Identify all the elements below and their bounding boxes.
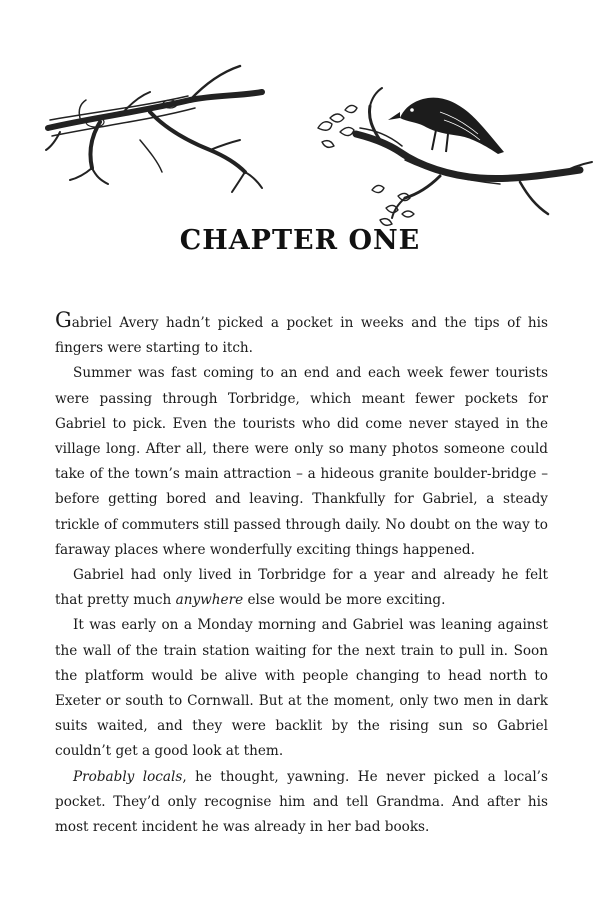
chapter-title: CHAPTER ONE	[179, 225, 421, 256]
chapter-body	[55, 310, 548, 840]
paragraph-2: Summer was fast coming to an end and each week fewer tourists were passing through Torbridge, which meant fewer pockets for Gabriel to pick. Even the tourists who did come never stayed in the village long. After all, there were only so many photos someone could take of the town’s main attraction – a hideous granite boulder-bridge – before getting bored and leaving. Thankfully for Gabriel, a steady trickle of commuters still passed through daily. No doubt on the way to faraway places where wonderfully exciting things happened.	[55, 365, 548, 558]
paragraph-5-emphasis: Probably locals	[73, 768, 183, 785]
paragraph-1-text: abriel Avery hadn’t picked a pocket in weeks and the tips of his fingers were starting to itch.	[55, 315, 548, 357]
drop-cap: G	[55, 308, 72, 332]
paragraph-5-text: , he thought, yawning. He never picked a local’s pocket. They’d only recognise him and tell Grandma. And after his most recent incident he was already in her bad books.	[55, 768, 548, 836]
chapter-header-illustration	[0, 0, 600, 235]
crow-illustration	[388, 98, 504, 154]
paragraph-3-emphasis: anywhere	[175, 592, 244, 609]
paragraph-4: It was early on a Monday morning and Gabriel was leaning against the wall of the train station waiting for the next train to pull in. Soon the platform would be alive with people changing to head north to Exeter or south to Cornwall. But at the moment, only two men in dark suits waited, and they were backlit by the rising sun so Gabriel couldn’t get a good look at them.	[55, 617, 548, 760]
paragraph-1	[55, 310, 548, 361]
paragraph-3-text-end: else would be more exciting.	[243, 592, 446, 609]
left-branch-illustration	[46, 66, 262, 192]
paragraph-3	[55, 563, 548, 613]
paragraph-3-text-start: Gabriel had only lived in Torbridge for a year and already he felt that pretty much	[55, 567, 548, 609]
paragraph-5	[55, 765, 548, 841]
